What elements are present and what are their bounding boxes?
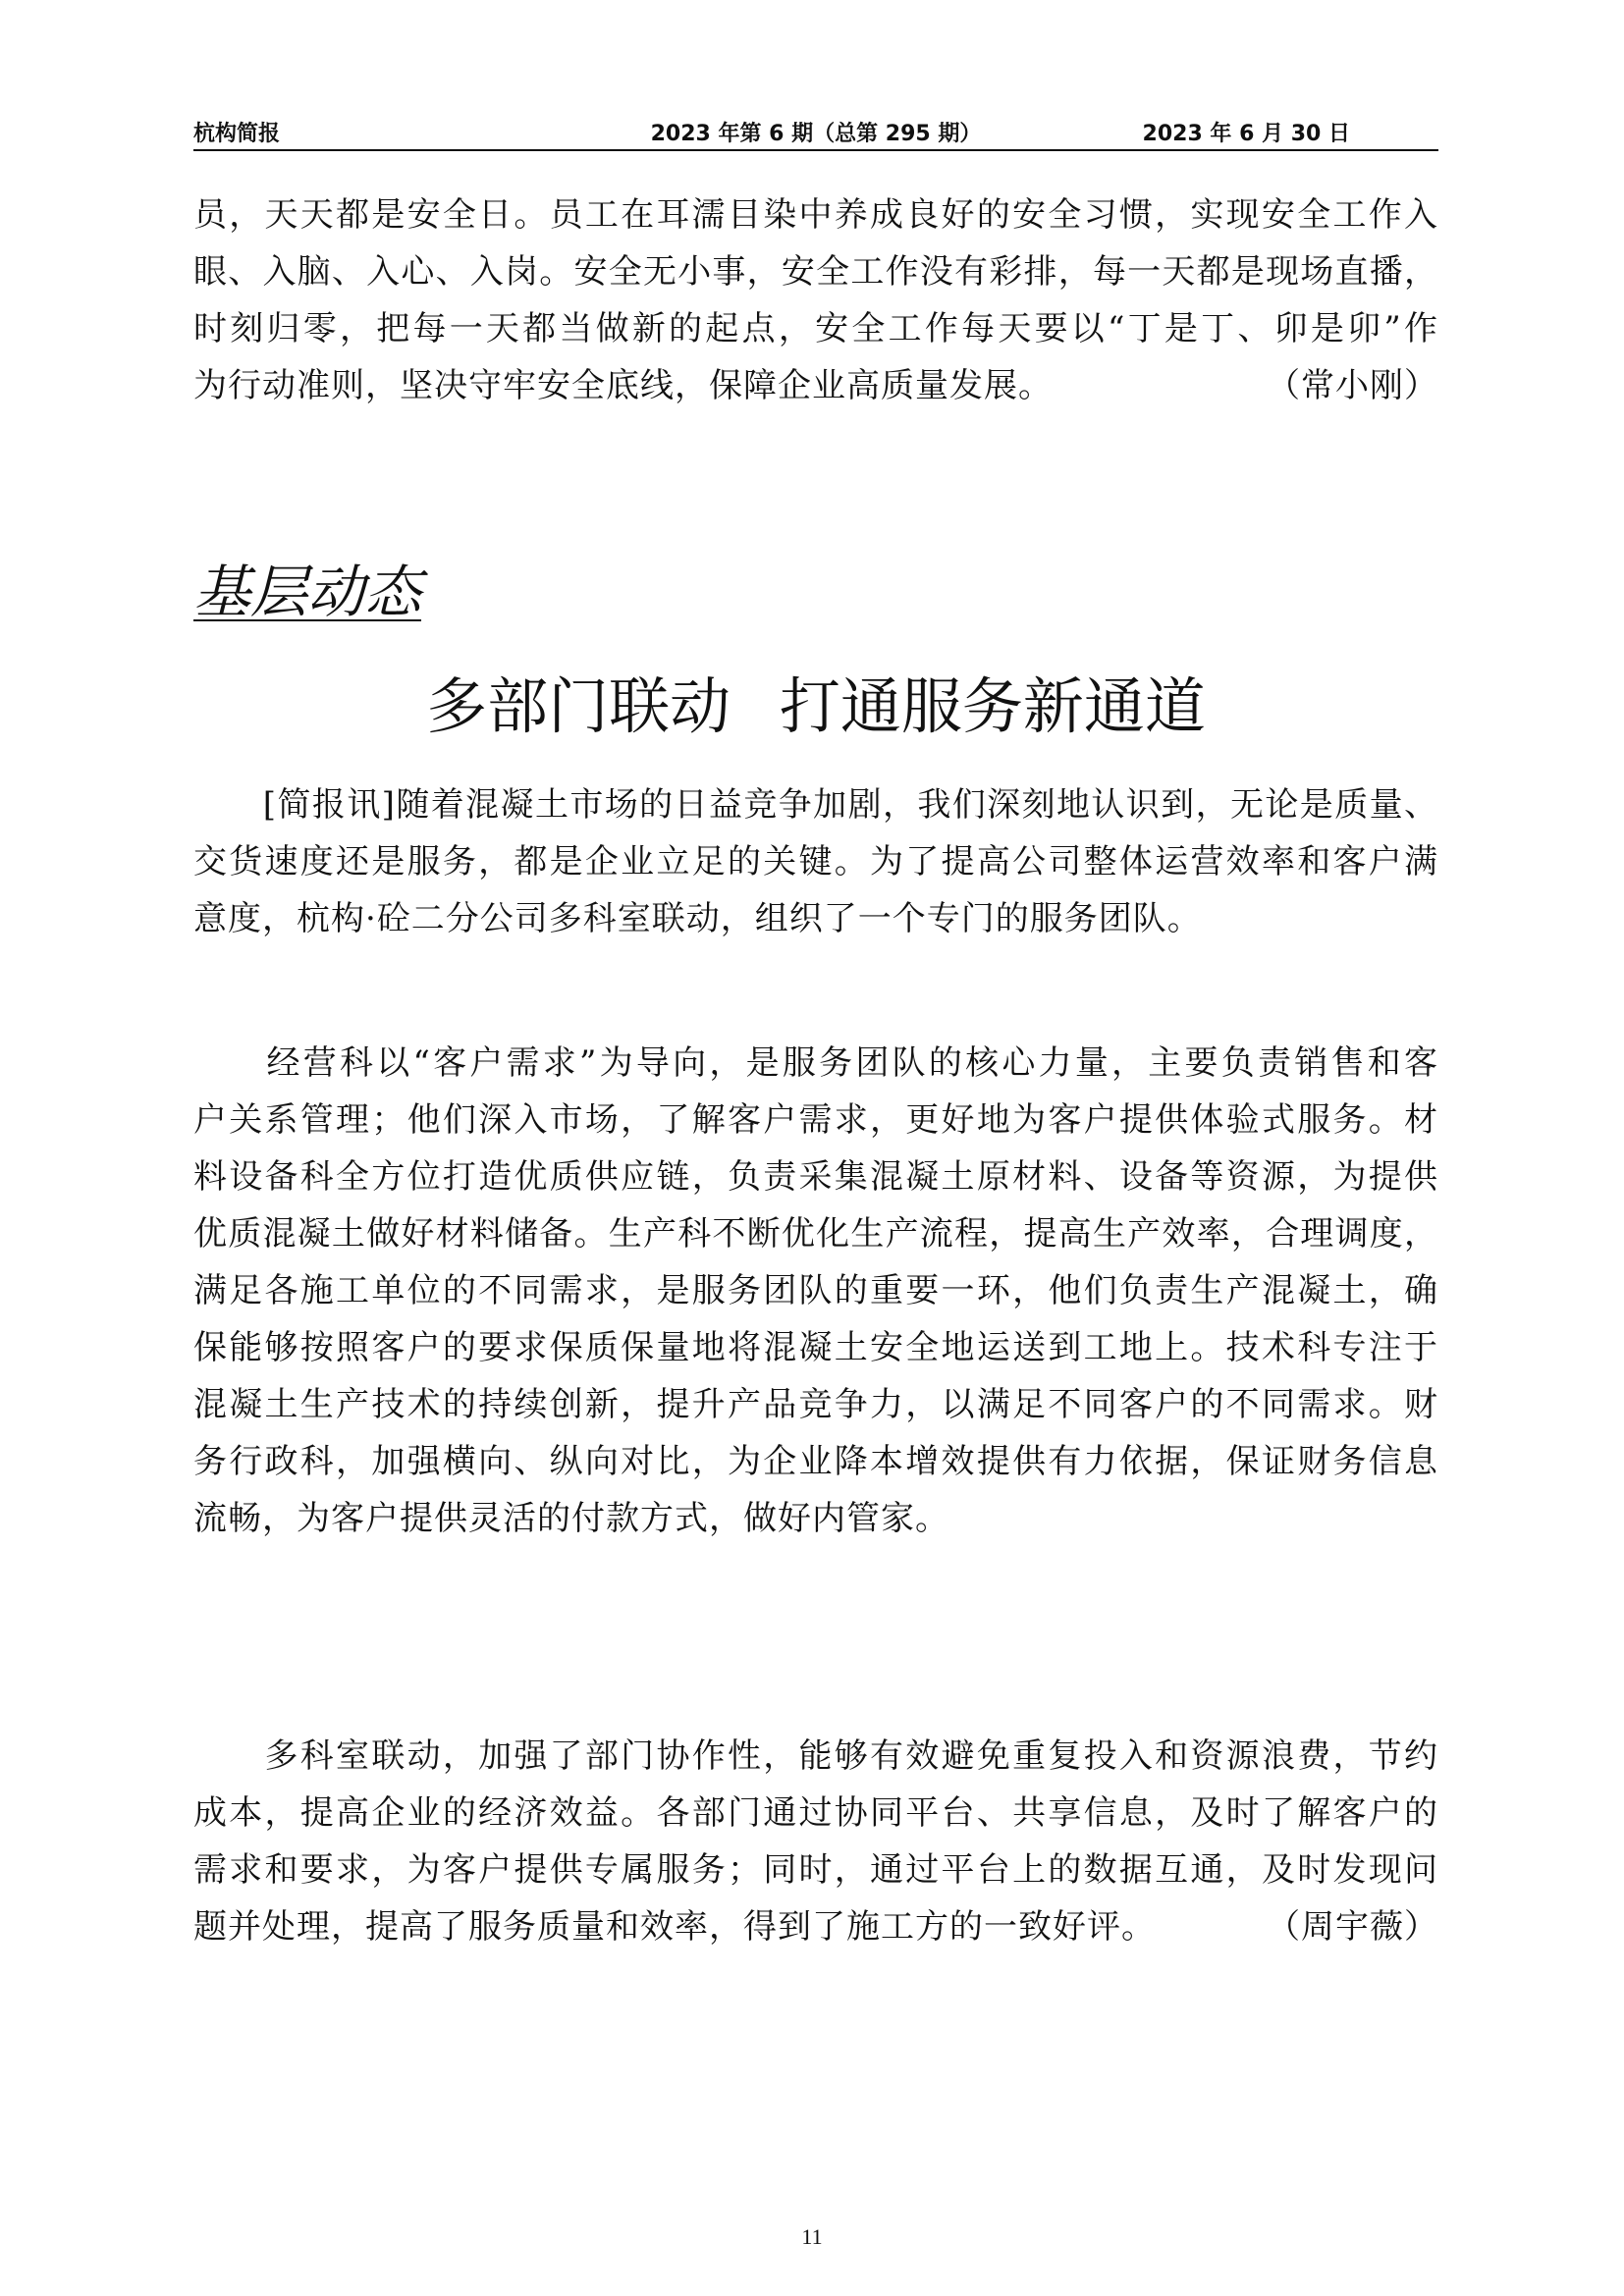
text-line: 成本，提高企业的经济效益。各部门通过协同平台、共享信息，及时了解客户的 (193, 1793, 1438, 1833)
article-paragraph-2 (193, 1035, 1438, 1547)
text-line: 意度，杭构·砼二分公司多科室联动，组织了一个专门的服务团队。 (193, 899, 1202, 938)
text-line: 务行政科，加强横向、纵向对比，为企业降本增效提供有力依据，保证财务信息 (193, 1442, 1438, 1481)
text-line: 料设备科全方位打造优质供应链，负责采集混凝土原材料、设备等资源，为提供 (193, 1157, 1438, 1197)
text-line: 户关系管理；他们深入市场，了解客户需求，更好地为客户提供体验式服务。材 (193, 1100, 1438, 1140)
text-line: 保能够按照客户的要求保质保量地将混凝土安全地运送到工地上。技术科专注于 (193, 1328, 1438, 1367)
text-line: 为行动准则，坚决守牢安全底线，保障企业高质量发展。 (193, 366, 1053, 405)
article-paragraph-1 (193, 776, 1438, 947)
page-number: 11 (801, 2224, 823, 2249)
text-line-with-author (193, 1898, 1438, 1955)
text-line: 流畅，为客户提供灵活的付款方式，做好内管家。 (193, 1499, 949, 1538)
text-line: 优质混凝土做好材料储备。生产科不断优化生产流程，提高生产效率，合理调度， (193, 1214, 1438, 1254)
text-line: 交货速度还是服务，都是企业立足的关键。为了提高公司整体运营效率和客户满 (193, 842, 1438, 881)
article-paragraph-3 (193, 1728, 1438, 1955)
header-issue-info: 2023 年第 6 期（总第 295 期） (650, 122, 982, 146)
text-line: 混凝土生产技术的持续创新，提升产品竞争力，以满足不同客户的不同需求。财 (193, 1385, 1438, 1424)
text-line: 员，天天都是安全日。员工在耳濡目染中养成良好的安全习惯，实现安全工作入 (193, 195, 1438, 235)
text-line: 满足各施工单位的不同需求，是服务团队的重要一环，他们负责生产混凝土，确 (193, 1271, 1438, 1310)
text-line-with-author (193, 357, 1438, 414)
header-date: 2023 年 6 月 30 日 (1142, 122, 1350, 146)
text-line: 时刻归零，把每一天都当做新的起点，安全工作每天要以“丁是丁、卯是卯”作 (193, 309, 1438, 348)
intro-paragraph (193, 187, 1438, 414)
text-line: 眼、入脑、入心、入岗。安全无小事，安全工作没有彩排，每一天都是现场直播， (193, 252, 1438, 292)
text-line: 多科室联动，加强了部门协作性，能够有效避免重复投入和资源浪费，节约 (193, 1736, 1438, 1776)
page-header (193, 114, 1438, 151)
text-line: [简报讯]随着混凝土市场的日益竞争加剧，我们深刻地认识到，无论是质量、 (193, 785, 1438, 825)
text-line: 需求和要求，为客户提供专属服务；同时，通过平台上的数据互通，及时发现问 (193, 1850, 1438, 1890)
article-title: 多部门联动 打通服务新通道 (426, 670, 1206, 742)
author-credit: （周宇薇） (1267, 1907, 1438, 1947)
text-line: 题并处理，提高了服务质量和效率，得到了施工方的一致好评。 (193, 1907, 1156, 1947)
author-credit: （常小刚） (1267, 366, 1438, 405)
header-publication-name: 杭构简报 (193, 122, 281, 146)
section-title: 基层动态 (193, 559, 422, 625)
text-line: 经营科以“客户需求”为导向，是服务团队的核心力量，主要负责销售和客 (193, 1043, 1438, 1083)
